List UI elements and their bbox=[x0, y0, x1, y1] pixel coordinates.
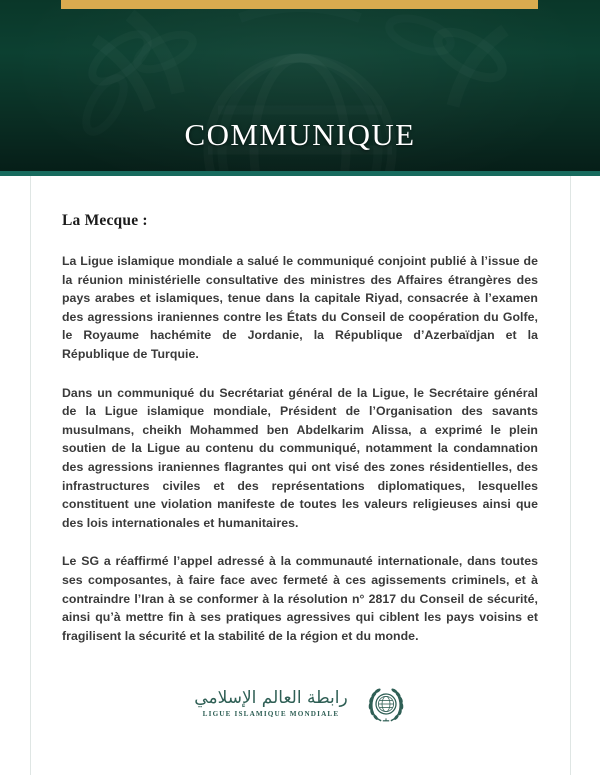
logo-wordmark bbox=[194, 687, 348, 718]
logo-arabic-calligraphy: رابطة العالم الإسلامي bbox=[194, 687, 348, 708]
document-body bbox=[0, 176, 600, 775]
dateline: La Mecque : bbox=[62, 212, 148, 229]
document-content bbox=[62, 176, 538, 645]
globe-laurel-emblem-icon bbox=[366, 684, 406, 724]
organization-logo bbox=[0, 684, 600, 724]
gold-accent-bar bbox=[61, 0, 538, 9]
body-paragraph-3: Le SG a réaffirmé l’appel adressé à la communauté internationale, dans toutes ses composantes, à faire face avec fermeté à ces agissements criminels, et à contraindre l’Iran à se conformer à la résolution n° 2817 du Conseil de sécurité, ainsi qu’à mettre fin à ses pratiques agressives qui ciblent les pays voisins et fragilisent la sécurité et la stabilité de la région et du monde. bbox=[62, 554, 538, 643]
header-accent-rule bbox=[0, 171, 600, 176]
document-header-banner bbox=[0, 0, 600, 176]
page-title: COMMUNIQUE bbox=[184, 117, 416, 152]
body-paragraph-2: Dans un communiqué du Secrétariat général de la Ligue, le Secrétaire général de la Ligue islamique mondiale, Président de l’Organisation des savants musulmans, cheikh Mohammed ben Abdelkarim Alissa, a exprimé le plein soutien de la Ligue au contenu du communiqué, notamment la condamnation des agressions iraniennes flagrantes qui ont visé des zones résidentielles, des infrastructures civiles et des représentations diplomatiques, lesquelles constituent une violation manifeste de toutes les valeurs religieuses ainsi que des lois internationales et humanitaires. bbox=[62, 385, 538, 530]
body-paragraph-1: La Ligue islamique mondiale a salué le communiqué conjoint publié à l’issue de la réunion ministérielle consultative des ministres des Affaires étrangères des pays arabes et islamiques, tenue dans la capitale Riyad, consacrée à l’examen des agressions iraniennes contre les États du Conseil de coopération du Golfe, le Royaume hachémite de Jordanie, la République d’Azerbaïdjan et la République de Turquie. bbox=[62, 254, 538, 361]
logo-latin-name: LIGUE ISLAMIQUE MONDIALE bbox=[202, 709, 340, 718]
